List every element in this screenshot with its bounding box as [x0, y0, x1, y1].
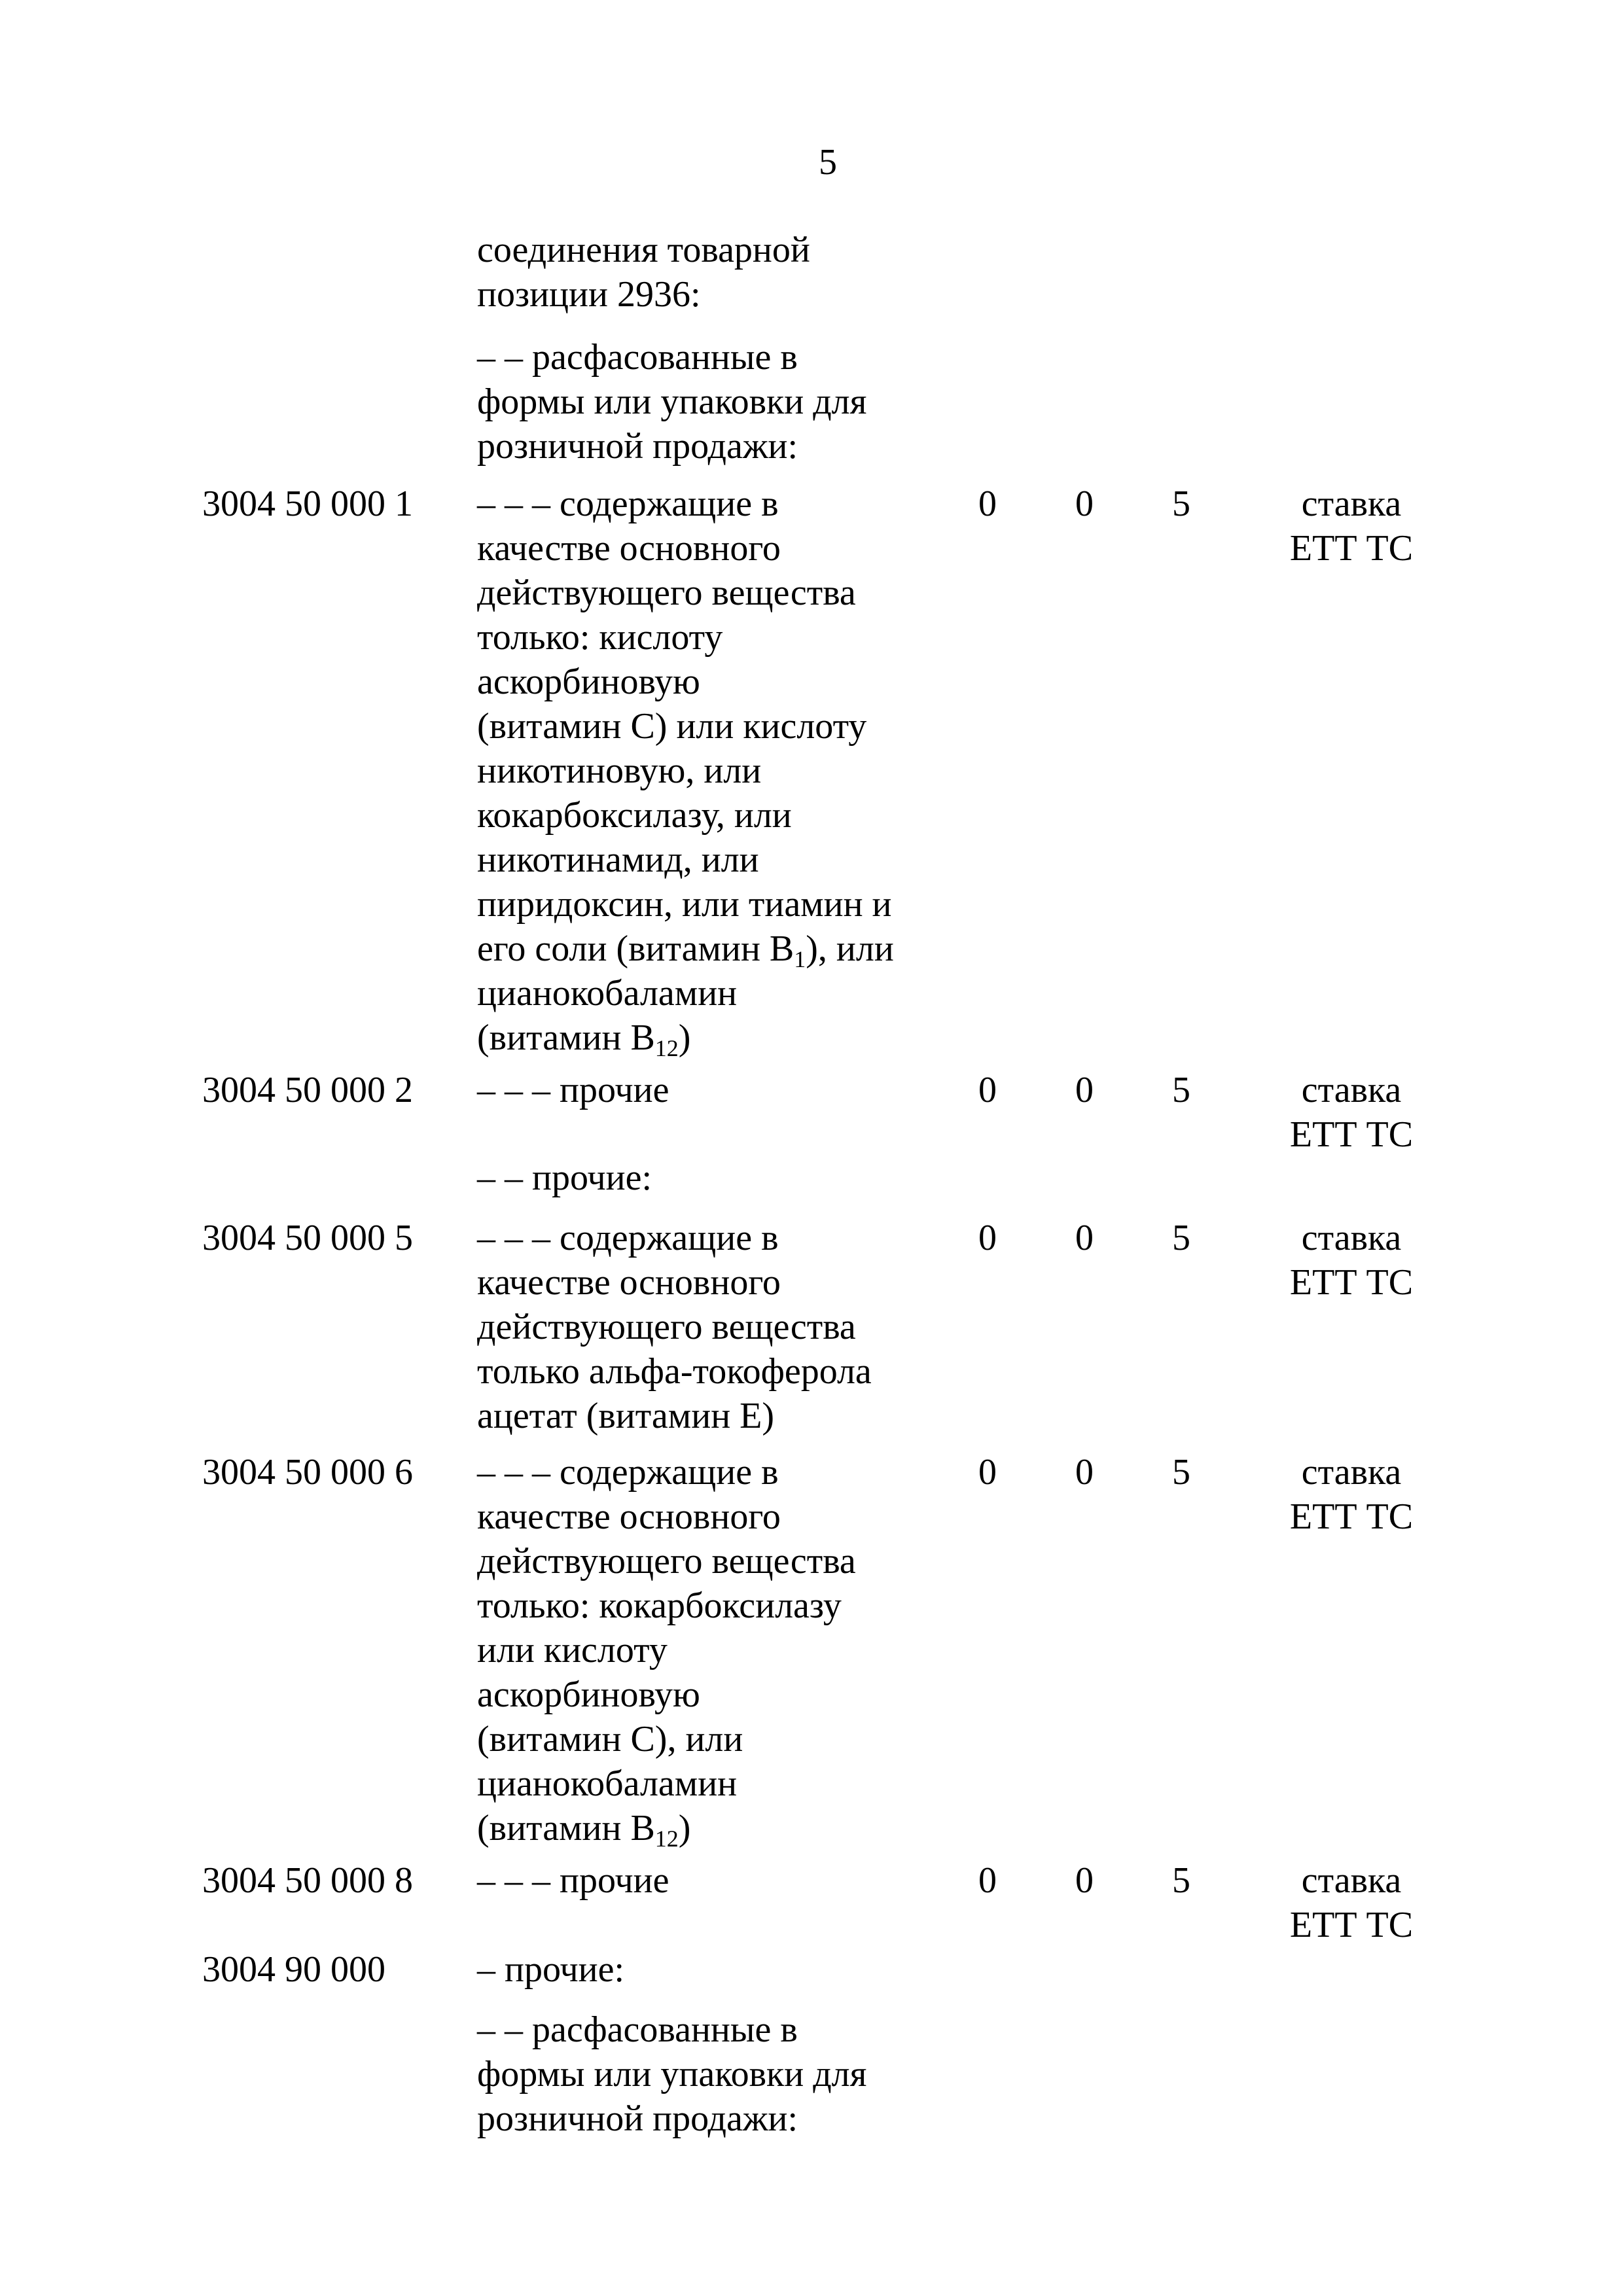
description-line: розничной продажи:	[477, 426, 798, 467]
description-line: действующего вещества	[477, 573, 856, 613]
description-line: пиридоксин, или тиамин и	[477, 884, 892, 925]
description-line	[477, 1016, 935, 1060]
description-line: действующего вещества	[477, 1541, 856, 1581]
description-line: только: кислоту	[477, 617, 723, 658]
rate-note	[1270, 1450, 1433, 1539]
tariff-code: 3004 50 000 5	[202, 1218, 413, 1258]
rate-note-line: ставка	[1301, 1218, 1402, 1258]
description-cell	[477, 228, 935, 317]
table-row	[0, 335, 1623, 482]
table-row	[0, 1858, 1623, 1947]
table-row	[0, 1216, 1623, 1450]
description-line: ацетат (витамин Е)	[477, 1396, 775, 1436]
description-line: кокарбоксилазу, или	[477, 795, 792, 836]
description-line: – – расфасованные в	[477, 337, 798, 378]
description-line	[477, 927, 935, 971]
rate-note-line: ЕТТ ТС	[1289, 1262, 1414, 1303]
table-row	[0, 1068, 1623, 1156]
tariff-code: 3004 50 000 1	[202, 484, 413, 524]
description-line: качестве основного	[477, 1262, 781, 1303]
description-line: – прочие:	[477, 1949, 625, 1990]
rate-value-1: 0	[978, 1070, 997, 1110]
description-line: никотиновую, или	[477, 751, 762, 791]
table-row	[0, 1450, 1623, 1858]
tariff-code: 3004 50 000 8	[202, 1860, 413, 1901]
rate-value-1: 0	[978, 1860, 997, 1901]
subscript: 12	[654, 1826, 679, 1852]
description-line: или кислоту	[477, 1630, 668, 1670]
description-line: цианокобаламин	[477, 1763, 738, 1804]
rate-value-2: 0	[1075, 1452, 1094, 1492]
rate-value-1: 0	[978, 484, 997, 524]
rate-value-3: 5	[1172, 1218, 1190, 1258]
description-line: розничной продажи:	[477, 2098, 798, 2139]
description-line: качестве основного	[477, 1496, 781, 1537]
description-line: – – – содержащие в	[477, 484, 779, 524]
rate-note	[1270, 1216, 1433, 1305]
tariff-code: 3004 90 000	[202, 1949, 385, 1990]
rate-value-1: 0	[978, 1452, 997, 1492]
description-text: (витамин В	[477, 1808, 655, 1848]
rate-note	[1270, 1068, 1433, 1157]
description-line: – – расфасованные в	[477, 2009, 798, 2050]
description-line: действующего вещества	[477, 1307, 856, 1347]
description-cell	[477, 1068, 935, 1112]
subscript: 12	[654, 1035, 679, 1061]
description-cell	[477, 482, 935, 1060]
description-cell	[477, 1858, 935, 1903]
table-row	[0, 228, 1623, 335]
description-line: (витамин С), или	[477, 1719, 743, 1759]
rate-note	[1270, 1858, 1433, 1947]
description-line: – – – прочие	[477, 1070, 669, 1110]
description-line: – – – содержащие в	[477, 1218, 779, 1258]
rate-value-3: 5	[1172, 1860, 1190, 1901]
description-line: – – – прочие	[477, 1860, 669, 1901]
subscript: 1	[794, 946, 806, 972]
rate-value-2: 0	[1075, 484, 1094, 524]
table-row	[0, 1947, 1623, 2007]
rate-value-2: 0	[1075, 1218, 1094, 1258]
description-line: – – прочие:	[477, 1157, 652, 1198]
description-line: никотинамид, или	[477, 839, 759, 880]
rate-note-line: ЕТТ ТС	[1289, 1905, 1414, 1945]
description-text: его соли (витамин В	[477, 928, 794, 969]
description-line: аскорбиновую	[477, 1674, 700, 1715]
rate-note-line: ЕТТ ТС	[1289, 528, 1414, 569]
description-line: формы или упаковки для	[477, 381, 867, 422]
description-cell	[477, 335, 935, 468]
description-line: только: кокарбоксилазу	[477, 1585, 842, 1626]
rate-value-2: 0	[1075, 1070, 1094, 1110]
description-cell	[477, 2007, 935, 2141]
table-row	[0, 2007, 1623, 2154]
rate-note-line: ЕТТ ТС	[1289, 1114, 1414, 1155]
rate-note-line: ставка	[1301, 484, 1402, 524]
table-row	[0, 1156, 1623, 1216]
tariff-table	[0, 228, 1623, 2154]
tariff-code: 3004 50 000 2	[202, 1070, 413, 1110]
description-line: позиции 2936:	[477, 274, 701, 315]
description-cell	[477, 1947, 935, 1992]
description-line: соединения товарной	[477, 230, 810, 270]
rate-value-1: 0	[978, 1218, 997, 1258]
description-line: (витамин С) или кислоту	[477, 706, 867, 747]
description-line	[477, 1806, 935, 1850]
rate-note-line: ставка	[1301, 1070, 1402, 1110]
description-line: только альфа-токоферола	[477, 1351, 872, 1392]
rate-value-3: 5	[1172, 1070, 1190, 1110]
rate-value-3: 5	[1172, 484, 1190, 524]
description-line: цианокобаламин	[477, 973, 738, 1014]
rate-value-2: 0	[1075, 1860, 1094, 1901]
page-number: 5	[819, 142, 837, 183]
table-row	[0, 482, 1623, 1068]
tariff-code: 3004 50 000 6	[202, 1452, 413, 1492]
description-text: )	[678, 1808, 691, 1848]
rate-note-line: ЕТТ ТС	[1289, 1496, 1414, 1537]
description-cell	[477, 1156, 935, 1200]
rate-value-3: 5	[1172, 1452, 1190, 1492]
description-text: ), или	[806, 928, 894, 969]
description-line: качестве основного	[477, 528, 781, 569]
description-line: – – – содержащие в	[477, 1452, 779, 1492]
rate-note-line: ставка	[1301, 1452, 1402, 1492]
description-text: (витамин В	[477, 1017, 655, 1058]
description-line: аскорбиновую	[477, 662, 700, 702]
description-line: формы или упаковки для	[477, 2054, 867, 2094]
description-cell	[477, 1216, 935, 1438]
rate-note	[1270, 482, 1433, 571]
rate-note-line: ставка	[1301, 1860, 1402, 1901]
description-text: )	[678, 1017, 691, 1058]
description-cell	[477, 1450, 935, 1850]
